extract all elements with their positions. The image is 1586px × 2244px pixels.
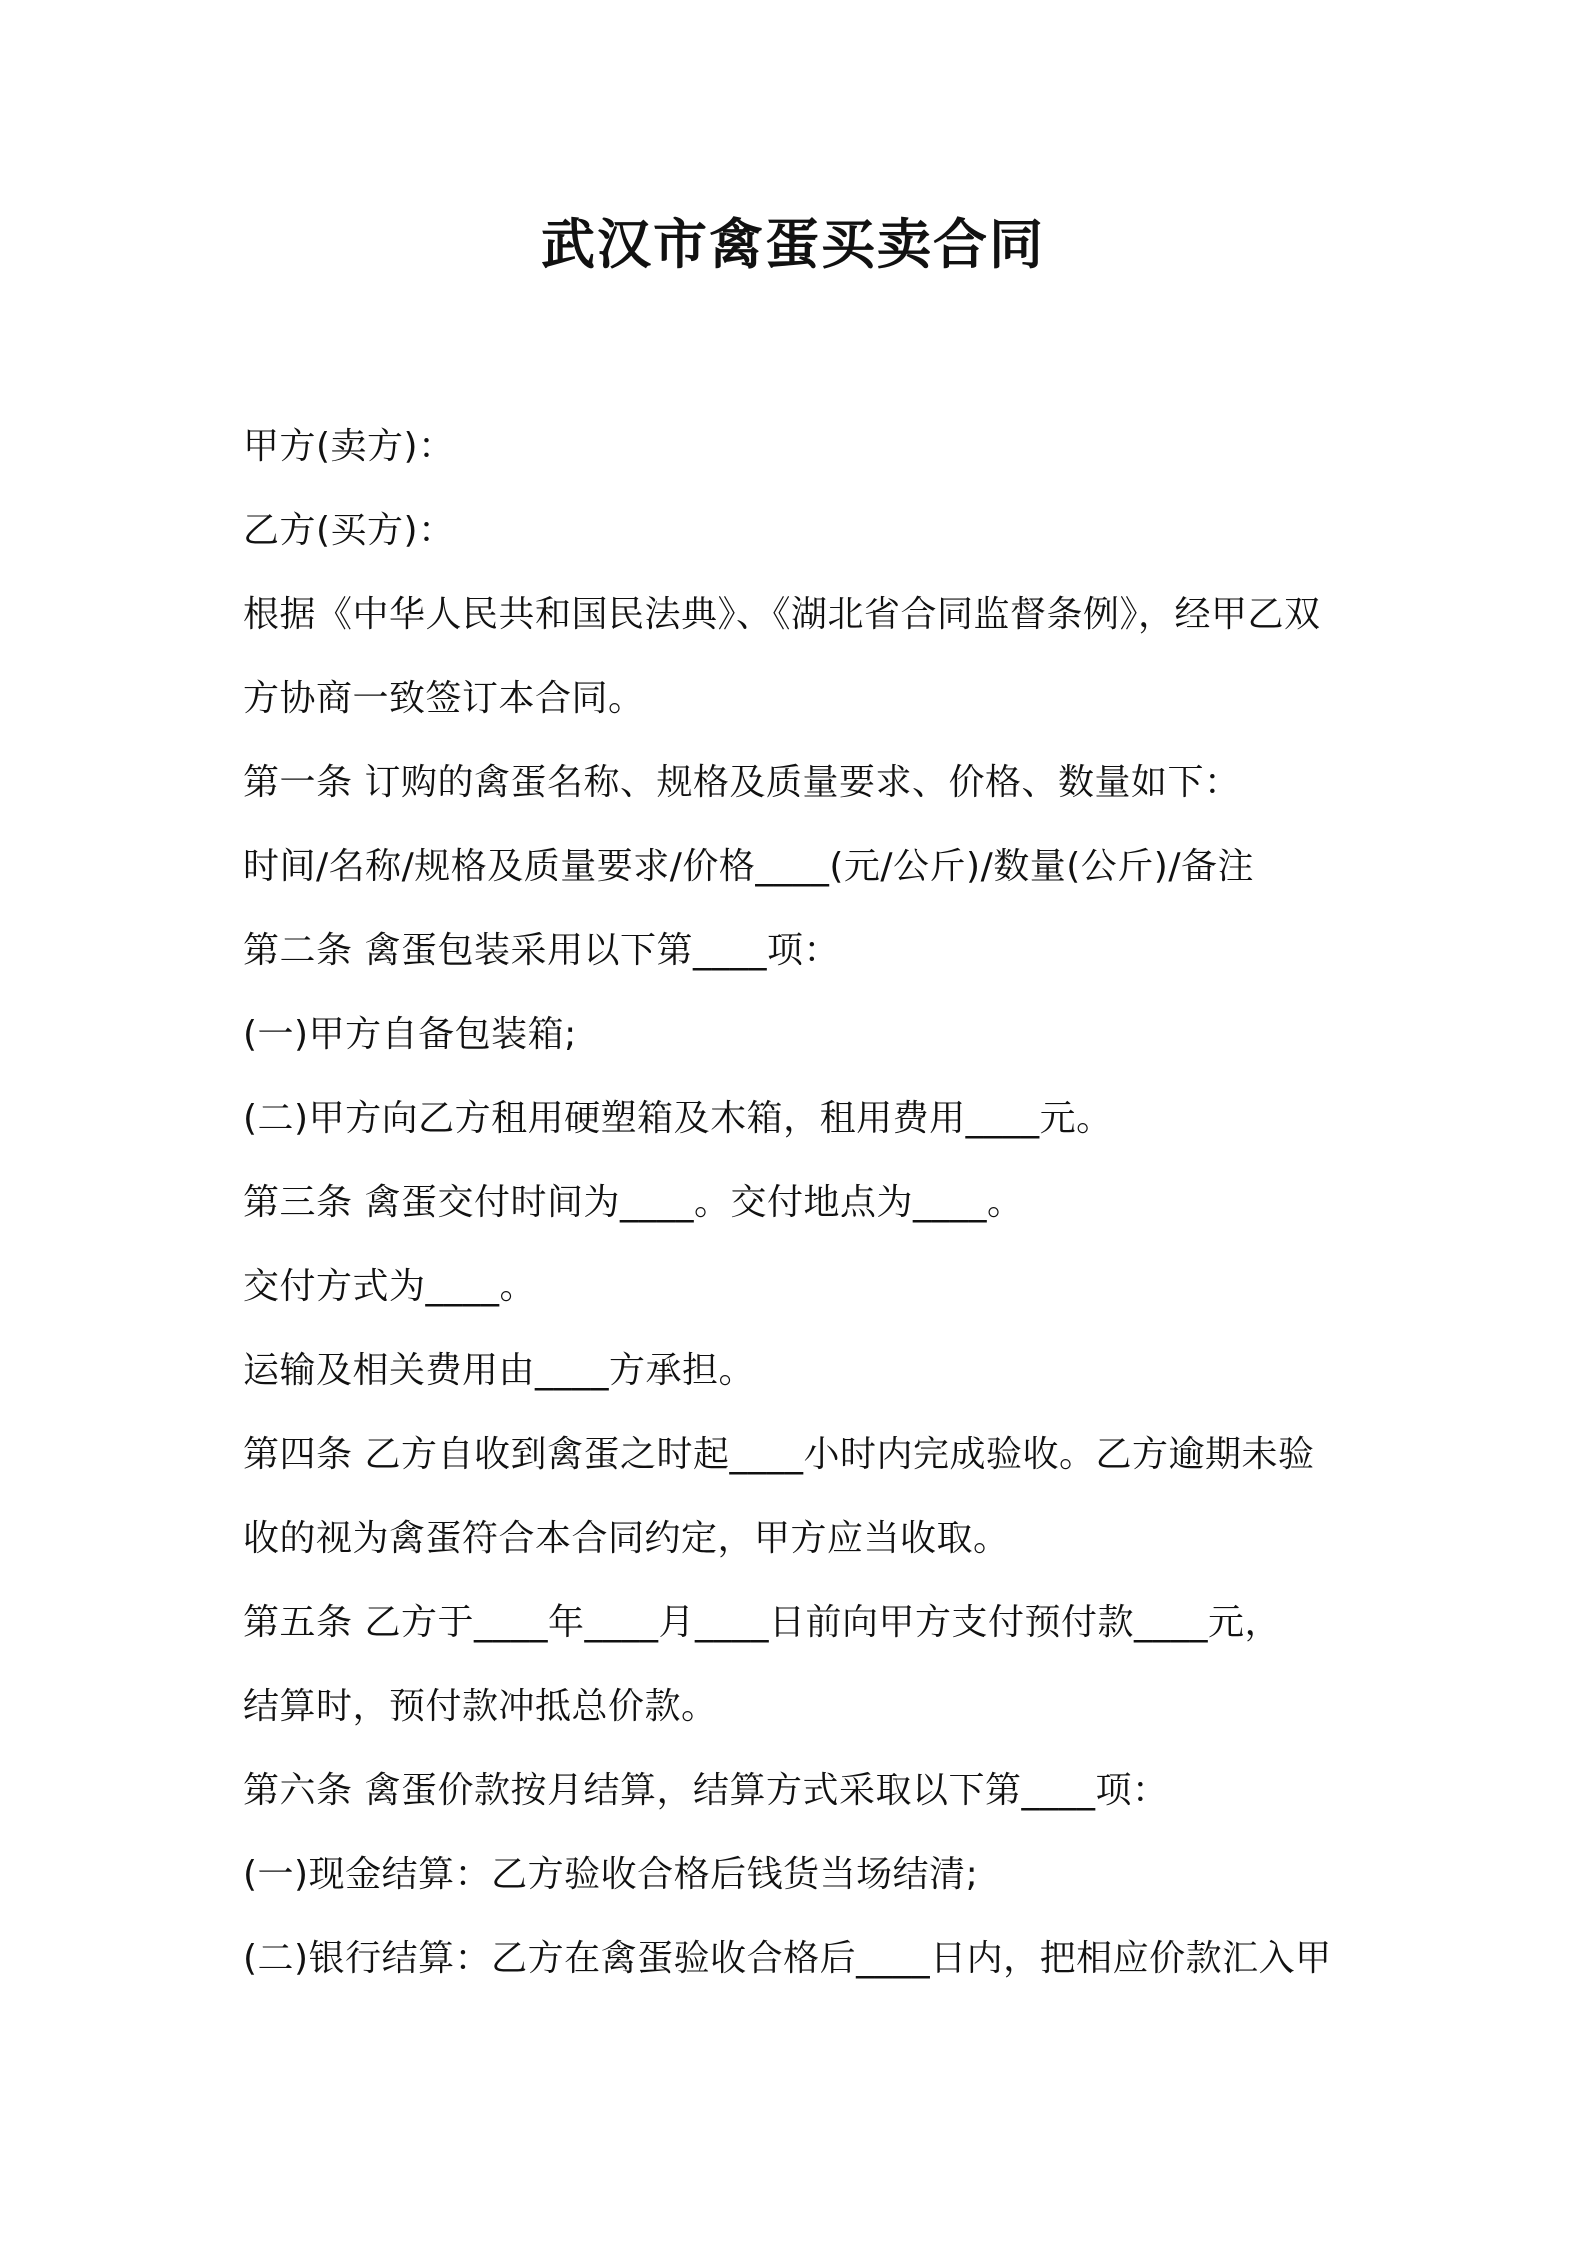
document-title: 武汉市禽蛋买卖合同 <box>541 213 1045 276</box>
party-b-line: 乙方(买方)： <box>243 510 455 551</box>
article-3-transport-cost: 运输及相关费用由____方承担。 <box>243 1350 756 1391</box>
article-2-option-2: (二)甲方向乙方租用硬塑箱及木箱，租用费用____元。 <box>243 1098 1113 1139</box>
preamble-line-1: 根据《中华人民共和国民法典》、《湖北省合同监督条例》，经甲乙双 <box>243 594 1321 635</box>
article-6-heading: 第六条 禽蛋价款按月结算，结算方式采取以下第____项： <box>243 1770 1169 1811</box>
article-2-heading: 第二条 禽蛋包装采用以下第____项： <box>243 930 840 971</box>
article-4-line-1: 第四条 乙方自收到禽蛋之时起____小时内完成验收。乙方逾期未验 <box>243 1434 1315 1475</box>
article-6-option-1: (一)现金结算：乙方验收合格后钱货当场结清; <box>243 1854 979 1895</box>
article-1-heading: 第一条 订购的禽蛋名称、规格及质量要求、价格、数量如下： <box>243 762 1241 803</box>
article-5-line-2: 结算时，预付款冲抵总价款。 <box>243 1686 718 1727</box>
article-3-delivery-method: 交付方式为____。 <box>243 1266 537 1307</box>
article-6-option-2: (二)银行结算：乙方在禽蛋验收合格后____日内，把相应价款汇入甲 <box>243 1938 1332 1979</box>
article-1-table-header: 时间/名称/规格及质量要求/价格____(元/公斤)/数量(公斤)/备注 <box>243 846 1254 887</box>
party-a-line: 甲方(卖方)： <box>243 426 455 467</box>
article-3-heading: 第三条 禽蛋交付时间为____。交付地点为____。 <box>243 1182 1024 1223</box>
article-4-line-2: 收的视为禽蛋符合本合同约定，甲方应当收取。 <box>243 1518 1010 1559</box>
article-2-option-1: (一)甲方自备包装箱; <box>243 1014 577 1055</box>
preamble-line-2: 方协商一致签订本合同。 <box>243 678 645 719</box>
document-body <box>243 405 1373 2001</box>
article-5-line-1: 第五条 乙方于____年____月____日前向甲方支付预付款____元， <box>243 1602 1281 1643</box>
